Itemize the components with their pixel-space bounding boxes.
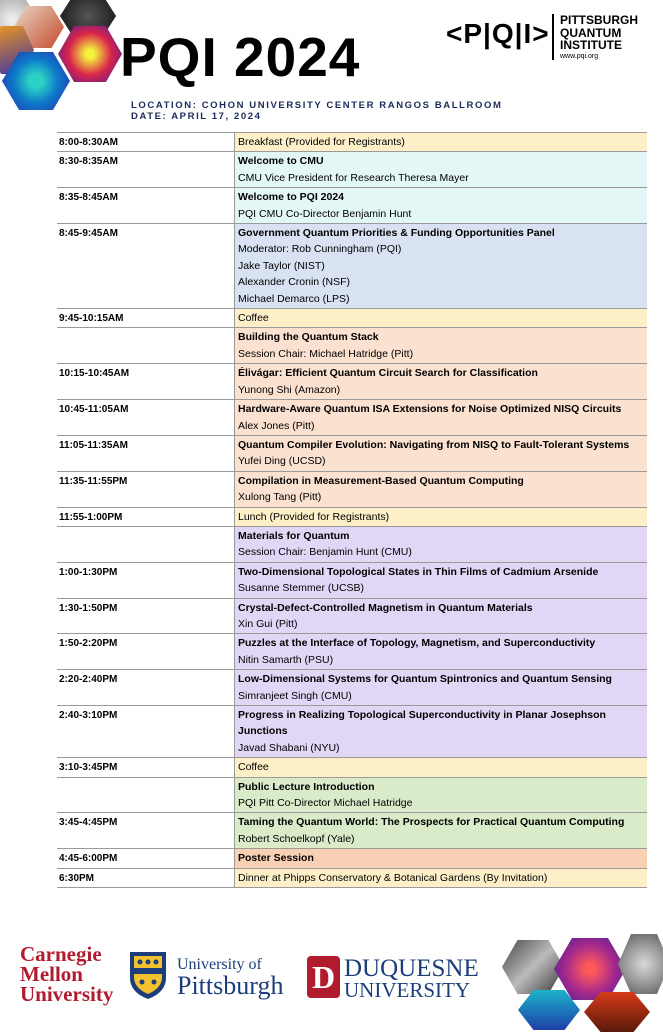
schedule-description xyxy=(234,813,647,848)
pitt-logo-line: University of xyxy=(177,956,262,973)
session-detail: Lunch (Provided for Registrants) xyxy=(238,510,390,523)
logo-name-line: INSTITUTE xyxy=(560,38,622,52)
schedule-row xyxy=(57,813,647,849)
schedule-row xyxy=(57,849,647,868)
schedule-row xyxy=(57,436,647,472)
schedule-time: 10:45-11:05AM xyxy=(57,400,234,435)
schedule-time: 6:30PM xyxy=(57,869,234,887)
schedule-description xyxy=(234,309,647,327)
session-title: Quantum Compiler Evolution: Navigating from NISQ to Fault-Tolerant Systems xyxy=(238,438,630,451)
session-title: Welcome to CMU xyxy=(238,155,324,168)
session-detail: CMU Vice President for Research Theresa Mayer xyxy=(238,171,469,184)
cmu-logo xyxy=(20,944,113,1004)
duquesne-logo-line: UNIVERSITY xyxy=(344,978,470,1002)
duquesne-logo-text xyxy=(344,955,479,1002)
session-detail: Simranjeet Singh (CMU) xyxy=(238,689,352,702)
session-detail: Jake Taylor (NIST) xyxy=(238,259,325,272)
session-detail: Alexander Cronin (NSF) xyxy=(238,276,351,289)
session-detail: Yufei Ding (UCSD) xyxy=(238,455,326,468)
pqi-logo-mark: <P|Q|I> xyxy=(446,18,550,49)
session-detail: PQI CMU Co-Director Benjamin Hunt xyxy=(238,207,412,220)
schedule-time: 9:45-10:15AM xyxy=(57,309,234,327)
schedule-row xyxy=(57,364,647,400)
schedule-description xyxy=(234,869,647,887)
schedule-description xyxy=(234,436,647,471)
session-title: Poster Session xyxy=(238,852,314,865)
schedule-time: 4:45-6:00PM xyxy=(57,849,234,867)
schedule-row xyxy=(57,400,647,436)
pqi-url: www.pqi.org xyxy=(560,53,599,60)
schedule-description xyxy=(234,328,647,363)
schedule-time: 1:30-1:50PM xyxy=(57,599,234,634)
session-detail: Coffee xyxy=(238,312,269,325)
schedule-description xyxy=(234,527,647,562)
schedule-time: 11:35-11:55PM xyxy=(57,472,234,507)
session-detail: Session Chair: Michael Hatridge (Pitt) xyxy=(238,347,414,360)
page-title: PQI 2024 xyxy=(120,26,361,88)
session-title: Hardware-Aware Quantum ISA Extensions for Noise Optimized NISQ Circuits xyxy=(238,403,622,416)
session-title: Government Quantum Priorities & Funding Opportunities Panel xyxy=(238,227,555,240)
schedule-row xyxy=(57,224,647,309)
session-detail: Susanne Stemmer (UCSB) xyxy=(238,582,365,595)
schedule-row xyxy=(57,563,647,599)
session-title: Two-Dimensional Topological States in Thin Films of Cadmium Arsenide xyxy=(238,565,599,578)
schedule-time: 8:00-8:30AM xyxy=(57,133,234,151)
logo-divider xyxy=(552,14,554,60)
cmu-logo-line: Mellon xyxy=(20,962,83,986)
session-detail: Robert Schoelkopf (Yale) xyxy=(238,832,355,845)
schedule-description xyxy=(234,400,647,435)
schedule-time: 8:30-8:35AM xyxy=(57,152,234,187)
session-detail: Yunong Shi (Amazon) xyxy=(238,383,341,396)
session-title: Welcome to PQI 2024 xyxy=(238,191,345,204)
session-detail: Xin Gui (Pitt) xyxy=(238,617,298,630)
schedule-time: 1:50-2:20PM xyxy=(57,634,234,669)
schedule-time: 2:40-3:10PM xyxy=(57,706,234,757)
schedule-description xyxy=(234,224,647,308)
schedule-row xyxy=(57,869,647,888)
hexagon-image xyxy=(58,26,122,82)
schedule-time xyxy=(57,328,234,363)
schedule-row xyxy=(57,152,647,188)
session-title: Compilation in Measurement-Based Quantum Computing xyxy=(238,474,524,487)
schedule-time: 8:35-8:45AM xyxy=(57,188,234,223)
session-detail: Alex Jones (Pitt) xyxy=(238,419,315,432)
session-detail: Dinner at Phipps Conservatory & Botanical Gardens (By Invitation) xyxy=(238,871,548,884)
schedule-description xyxy=(234,508,647,526)
session-title: Public Lecture Introduction xyxy=(238,780,375,793)
session-title: Crystal-Defect-Controlled Magnetism in Quantum Materials xyxy=(238,601,533,614)
schedule-time: 11:05-11:35AM xyxy=(57,436,234,471)
schedule-row xyxy=(57,188,647,224)
event-location: LOCATION: COHON UNIVERSITY CENTER RANGOS BALLROOM xyxy=(131,100,503,111)
cmu-logo-line: University xyxy=(20,982,114,1006)
duquesne-logo-line: DUQUESNE xyxy=(344,955,479,982)
schedule-description xyxy=(234,599,647,634)
session-title: Materials for Quantum xyxy=(238,529,350,542)
session-title: Taming the Quantum World: The Prospects for Practical Quantum Computing xyxy=(238,816,625,829)
schedule-description xyxy=(234,188,647,223)
session-detail: PQI Pitt Co-Director Michael Hatridge xyxy=(238,797,413,810)
logo-name-line: PITTSBURGH xyxy=(560,13,638,27)
schedule-row xyxy=(57,328,647,364)
header-hexagon-images xyxy=(0,0,120,110)
session-title: Progress in Realizing Topological Superconductivity in Planar Josephson Junctions xyxy=(238,709,606,738)
schedule-row xyxy=(57,132,647,152)
session-detail: Michael Demarco (LPS) xyxy=(238,292,350,305)
session-detail: Javad Shabani (NYU) xyxy=(238,741,340,754)
session-title: Puzzles at the Interface of Topology, Magnetism, and Superconductivity xyxy=(238,637,596,650)
schedule-row xyxy=(57,599,647,635)
session-detail: Moderator: Rob Cunningham (PQI) xyxy=(238,243,402,256)
session-detail: Coffee xyxy=(238,761,269,774)
session-detail: Session Chair: Benjamin Hunt (CMU) xyxy=(238,546,412,559)
logo-name-line: QUANTUM xyxy=(560,25,622,40)
session-title: Low-Dimensional Systems for Quantum Spintronics and Quantum Sensing xyxy=(238,673,612,686)
schedule-table xyxy=(57,132,647,888)
schedule-description xyxy=(234,152,647,187)
schedule-time: 3:10-3:45PM xyxy=(57,758,234,776)
schedule-time xyxy=(57,527,234,562)
pitt-logo-line: Pittsburgh xyxy=(177,971,284,1000)
schedule-row xyxy=(57,634,647,670)
schedule-row xyxy=(57,670,647,706)
footer-hexagon-images xyxy=(500,934,663,1024)
session-title: Building the Quantum Stack xyxy=(238,331,379,344)
duquesne-letter: D xyxy=(311,959,336,995)
event-date: DATE: APRIL 17, 2024 xyxy=(131,111,262,122)
schedule-time: 2:20-2:40PM xyxy=(57,670,234,705)
cmu-logo-line: Carnegie xyxy=(20,942,102,966)
schedule-row xyxy=(57,778,647,814)
duquesne-d-icon xyxy=(307,956,340,998)
schedule-description xyxy=(234,670,647,705)
pitt-shield-icon xyxy=(128,948,168,1000)
schedule-description xyxy=(234,634,647,669)
schedule-row xyxy=(57,309,647,328)
schedule-row xyxy=(57,527,647,563)
event-location-date xyxy=(131,100,503,122)
schedule-description xyxy=(234,778,647,813)
schedule-description xyxy=(234,706,647,757)
schedule-description xyxy=(234,364,647,399)
schedule-row xyxy=(57,508,647,527)
schedule-description xyxy=(234,472,647,507)
schedule-description xyxy=(234,849,647,867)
session-title: Élivágar: Efficient Quantum Circuit Search for Classification xyxy=(238,367,538,380)
schedule-time: 11:55-1:00PM xyxy=(57,508,234,526)
session-detail: Breakfast (Provided for Registrants) xyxy=(238,136,405,148)
hexagon-image xyxy=(618,934,663,994)
schedule-description xyxy=(234,563,647,598)
session-detail: Xulong Tang (Pitt) xyxy=(238,491,322,504)
hexagon-image xyxy=(502,940,564,994)
schedule-description xyxy=(234,133,647,151)
pqi-logo-name xyxy=(560,14,638,52)
session-detail: Nitin Samarth (PSU) xyxy=(238,653,334,666)
schedule-time: 3:45-4:45PM xyxy=(57,813,234,848)
schedule-time: 1:00-1:30PM xyxy=(57,563,234,598)
schedule-row xyxy=(57,758,647,777)
pitt-logo-text xyxy=(177,956,283,999)
schedule-time: 8:45-9:45AM xyxy=(57,224,234,308)
schedule-description xyxy=(234,758,647,776)
schedule-row xyxy=(57,472,647,508)
schedule-time xyxy=(57,778,234,813)
schedule-time: 10:15-10:45AM xyxy=(57,364,234,399)
schedule-row xyxy=(57,706,647,758)
